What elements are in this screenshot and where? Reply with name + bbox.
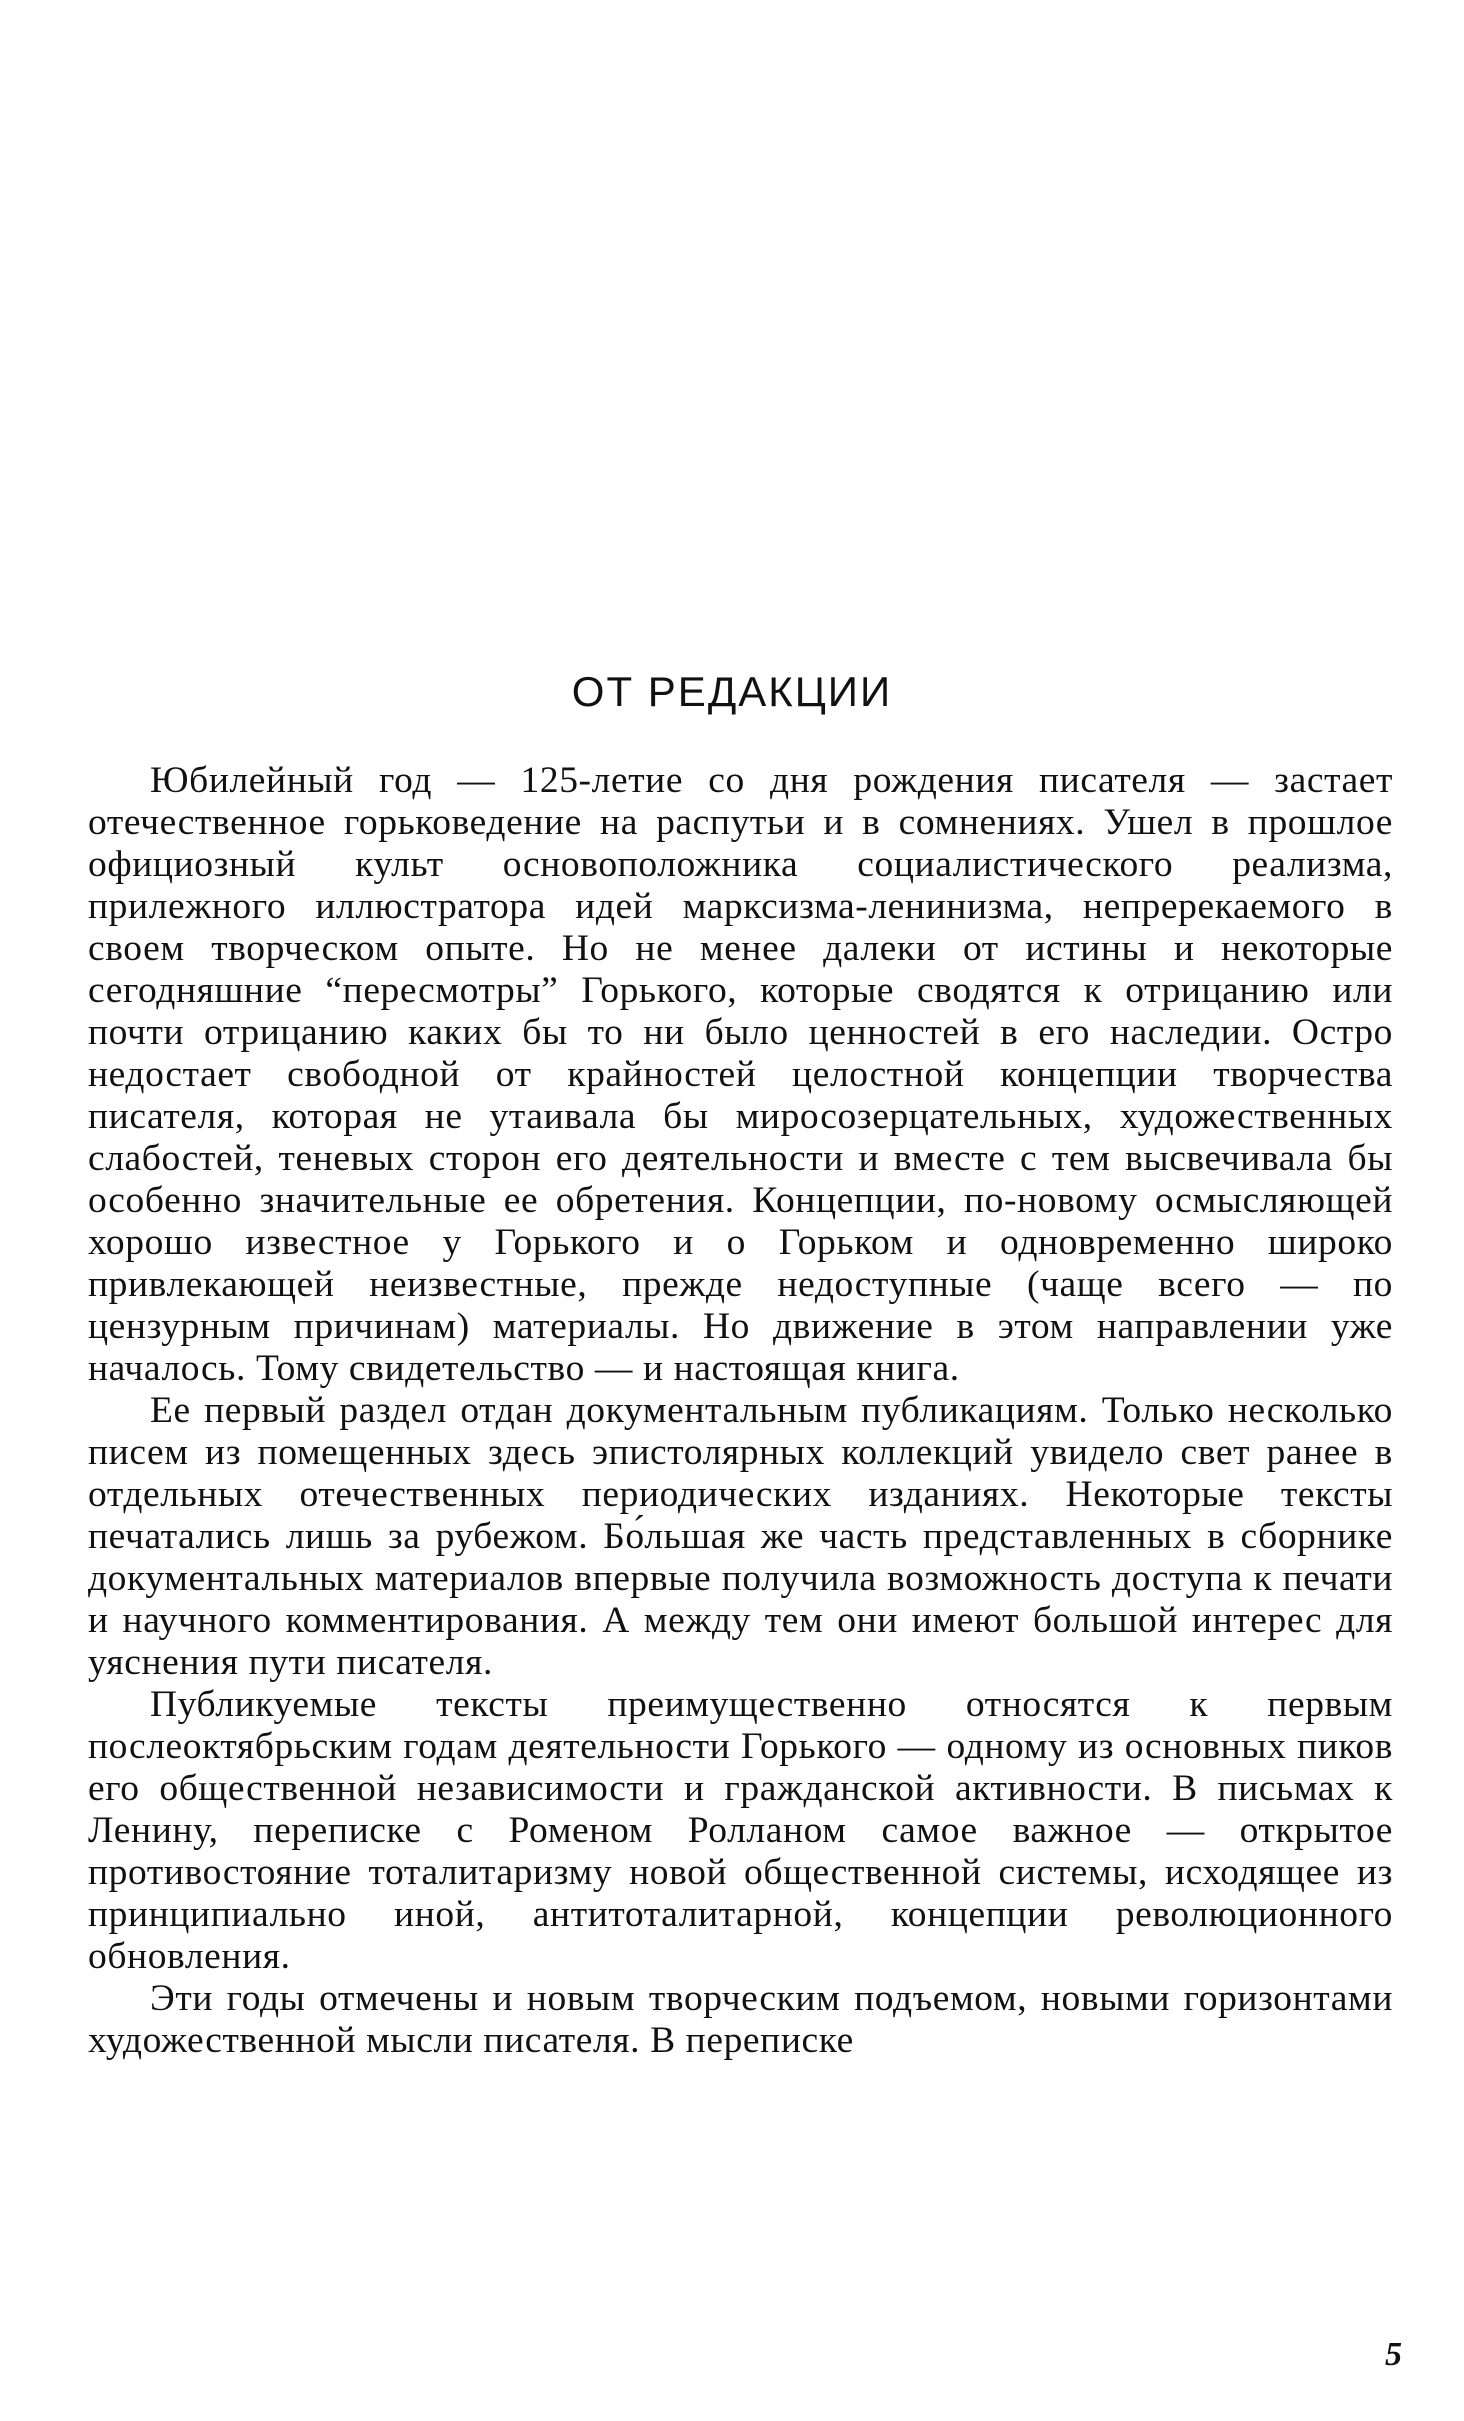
paragraph-3: Публикуемые тексты преимущественно относятся к первым послеоктябрьским годам деятельности Горького — одному из основных пиков его общественной независимости и гражданской активности. В письмах к Ленину, переписке с Роменом Ролланом самое важное — открытое противостояние тоталитаризму новой общественной системы, исходящее из принципиально иной, антитоталитарной, концепции революционного обновления. [88,1684,1393,1977]
paragraph-2: Ее первый раздел отдан документальным публикациям. Только несколько писем из помещенных здесь эпистолярных коллекций увидело свет ранее в отдельных отечественных периодических изданиях. Некоторые тексты печатались лишь за рубежом. Бо́льшая же часть представленных в сборнике документальных материалов впервые получила возможность доступа к печати и научного комментирования. А между тем они имеют большой интерес для уяснения пути писателя. [88,1390,1393,1683]
paragraph-1: Юбилейный год — 125-летие со дня рождения писателя — застает отечественное горьковедение на распутьи и в сомнениях. Ушел в прошлое официозный культ основоположника социалистического реализма, прилежного иллюстратора идей марксизма-ленинизма, непререкаемого в своем творческом опыте. Но не менее далеки от истины и некоторые сегодняшние “пересмотры” Горького, которые сводятся к отрицанию или почти отрицанию каких бы то ни было ценностей в его наследии. Остро недостает свободной от крайностей целостной концепции творчества писателя, которая не утаивала бы миросозерцательных, художественных слабостей, теневых сторон его деятельности и вместе с тем высвечивала бы особенно значительные ее обретения. Концепции, по-новому осмысляющей хорошо известное у Горького и о Горьком и одновременно широко привлекающей неизвестные, прежде недоступные (чаще всего — по цензурным причинам) материалы. Но движение в этом направлении уже началось. Тому свидетельство — и настоящая книга. [88,760,1393,1389]
body-text [88,760,1393,2062]
chapter-heading: ОТ РЕДАКЦИИ [571,668,893,715]
paragraph-4: Эти годы отмечены и новым творческим подъемом, новыми горизонтами художественной мысли писателя. В переписке [88,1978,1393,2061]
page-number: 5 [1385,2336,1402,2373]
